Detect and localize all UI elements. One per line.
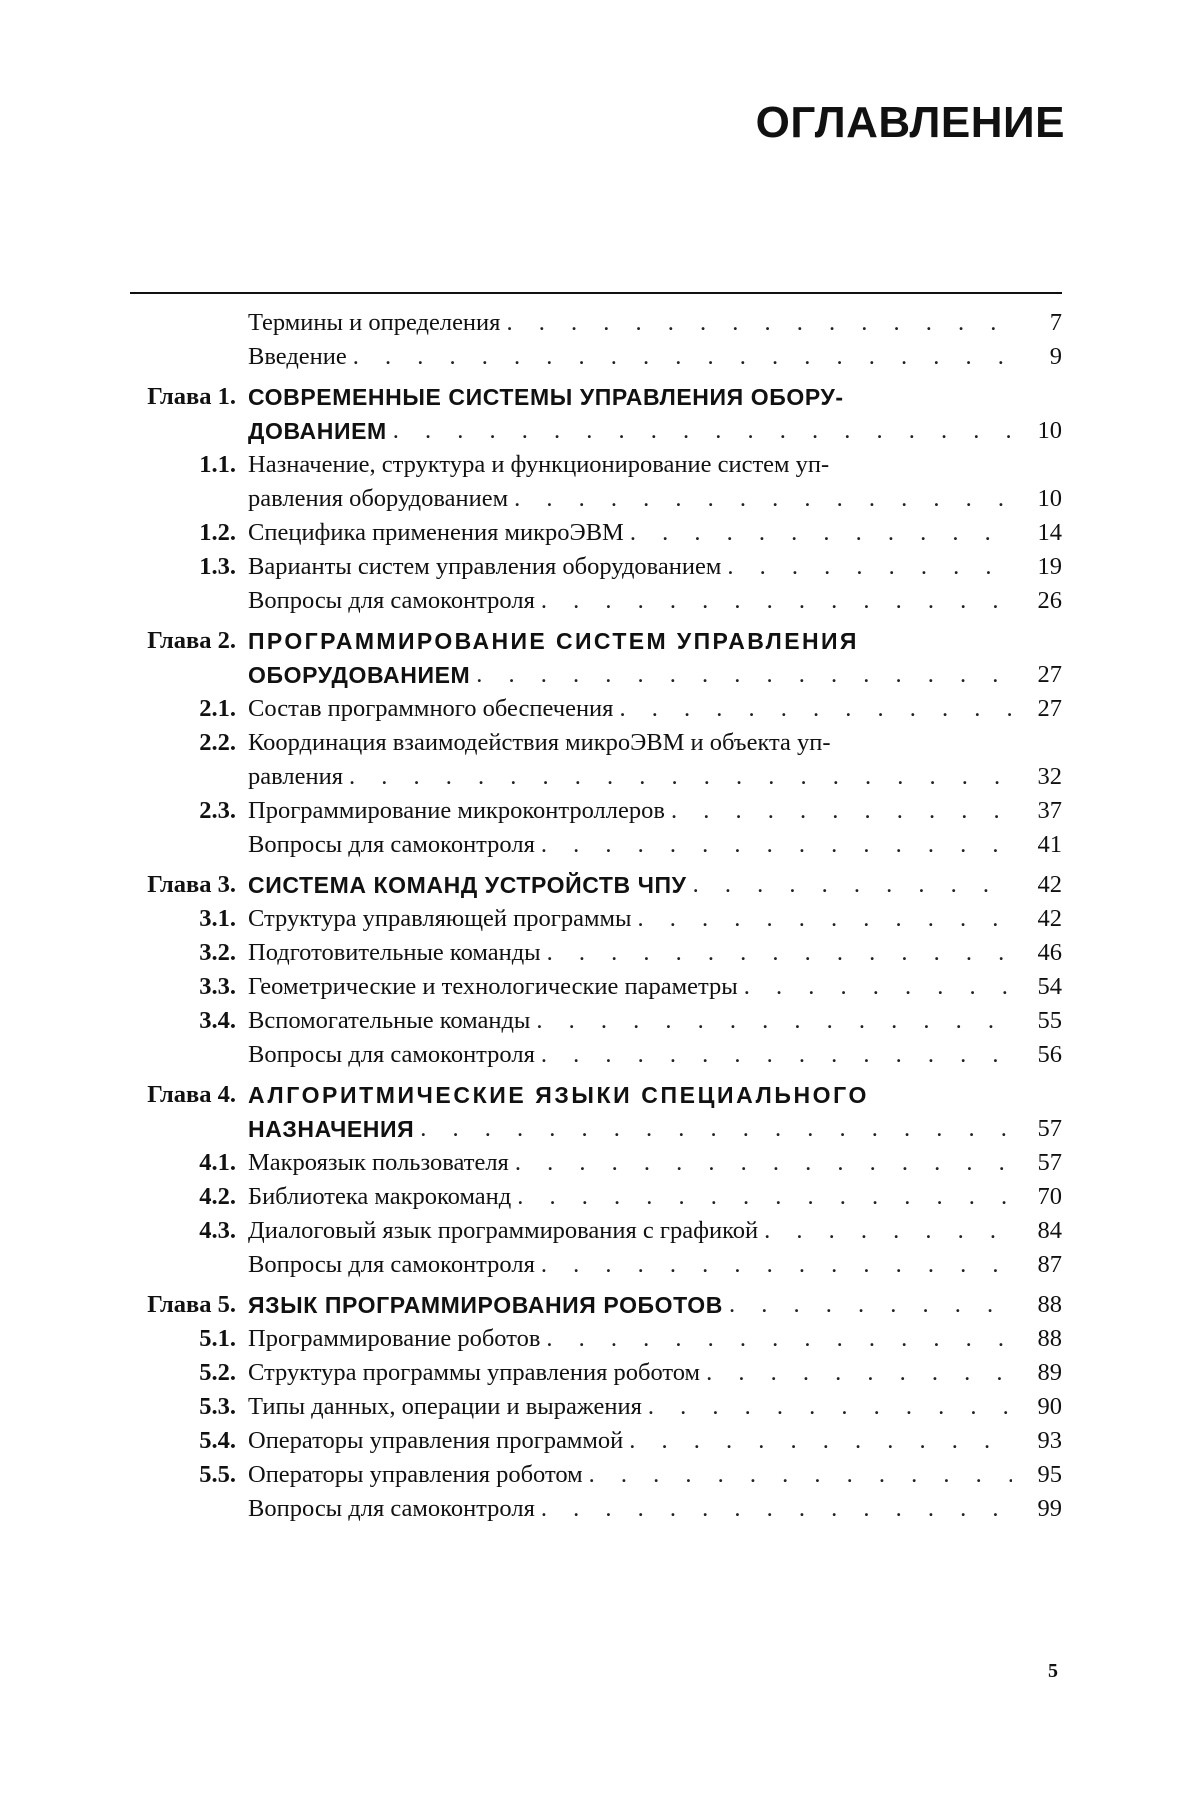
chapter-title: ЯЗЫК ПРОГРАММИРОВАНИЯ РОБОТОВ [248, 1292, 723, 1318]
leader-dots [476, 658, 1012, 692]
page-number: 46 [1037, 939, 1062, 966]
section-title: Структура управляющей программы [248, 905, 632, 932]
page-number: 57 [1037, 1149, 1062, 1176]
toc-section-1-1[interactable] [130, 448, 1062, 482]
page-number: 56 [1037, 1041, 1062, 1068]
leader-dots [517, 1180, 1012, 1214]
chapter-title-cont: ОБОРУДОВАНИЕМ [248, 662, 471, 688]
section-title: Макроязык пользователя [248, 1149, 509, 1176]
section-title: Назначение, структура и функционирование систем уп- [248, 451, 830, 478]
section-number: 3.2. [199, 939, 236, 966]
chapter-title: ПРОГРАММИРОВАНИЕ СИСТЕМ УПРАВЛЕНИЯ [248, 628, 859, 654]
leader-dots [515, 1146, 1012, 1180]
chapter-label: Глава 5. [147, 1291, 236, 1318]
page-number: 10 [1037, 485, 1062, 512]
toc-questions-5[interactable] [130, 1492, 1062, 1526]
chapter-label: Глава 2. [147, 627, 236, 654]
leader-dots [541, 584, 1012, 618]
section-title: Библиотека макрокоманд [248, 1183, 512, 1210]
toc-chapter-2-cont[interactable] [130, 658, 1062, 692]
header-rule [130, 292, 1062, 294]
toc-chapter-1-cont[interactable] [130, 414, 1062, 448]
leader-dots [648, 1390, 1012, 1424]
leader-dots [629, 1424, 1012, 1458]
section-number: 5.2. [199, 1359, 236, 1386]
leader-dots [353, 340, 1012, 374]
leader-dots [506, 306, 1012, 340]
page-number: 55 [1037, 1007, 1062, 1034]
leader-dots [393, 414, 1012, 448]
toc-section-2-2-cont[interactable] [130, 760, 1062, 794]
toc-entry-introduction[interactable] [130, 340, 1062, 374]
toc-section-5-2[interactable] [130, 1356, 1062, 1390]
toc-section-3-3[interactable] [130, 970, 1062, 1004]
page-number: 9 [1049, 343, 1062, 370]
leader-dots [671, 794, 1012, 828]
leader-dots [727, 550, 1012, 584]
table-of-contents [130, 306, 1062, 1526]
leader-dots [729, 1288, 1012, 1322]
leader-dots [349, 760, 1012, 794]
section-number: 3.4. [199, 1007, 236, 1034]
section-title: Состав программного обеспечения [248, 695, 614, 722]
section-number: 3.1. [199, 905, 236, 932]
leader-dots [637, 902, 1012, 936]
toc-section-3-2[interactable] [130, 936, 1062, 970]
chapter-label: Глава 4. [147, 1081, 236, 1108]
section-title: Подготовительные команды [248, 939, 541, 966]
page-number: 7 [1049, 309, 1062, 336]
section-number: 4.1. [199, 1149, 236, 1176]
toc-section-5-5[interactable] [130, 1458, 1062, 1492]
section-title: Геометрические и технологические параметры [248, 973, 738, 1000]
page-number: 57 [1037, 1115, 1062, 1142]
toc-section-4-3[interactable] [130, 1214, 1062, 1248]
page-number: 54 [1037, 973, 1062, 1000]
section-title: Специфика применения микроЭВМ [248, 519, 624, 546]
section-number: 2.3. [199, 797, 236, 824]
section-title: Структура программы управления роботом [248, 1359, 701, 1386]
section-number: 5.4. [199, 1427, 236, 1454]
section-number: 2.1. [199, 695, 236, 722]
leader-dots [420, 1112, 1012, 1146]
page-number: 41 [1037, 831, 1062, 858]
leader-dots [541, 828, 1012, 862]
leader-dots [744, 970, 1012, 1004]
chapter-label: Глава 3. [147, 871, 236, 898]
leader-dots [541, 1492, 1012, 1526]
toc-questions-2[interactable] [130, 828, 1062, 862]
page-folio: 5 [1048, 1660, 1058, 1682]
section-title: Операторы управления программой [248, 1427, 624, 1454]
page-number: 19 [1037, 553, 1062, 580]
page-number: 26 [1037, 587, 1062, 614]
leader-dots [546, 1322, 1012, 1356]
leader-dots [547, 936, 1012, 970]
page-number: 90 [1037, 1393, 1062, 1420]
toc-section-4-2[interactable] [130, 1180, 1062, 1214]
section-number: 1.1. [199, 451, 236, 478]
section-title: Варианты систем управления оборудованием [248, 553, 722, 580]
leader-dots [706, 1356, 1012, 1390]
toc-section-1-2[interactable] [130, 516, 1062, 550]
section-title: Типы данных, операции и выражения [248, 1393, 642, 1420]
section-title: Вопросы для самоконтроля [248, 831, 535, 858]
toc-chapter-2[interactable] [130, 624, 1062, 658]
section-title: Вопросы для самоконтроля [248, 1495, 535, 1522]
leader-dots [536, 1004, 1012, 1038]
section-title-cont: равления [248, 763, 343, 790]
page-number: 10 [1037, 417, 1062, 444]
section-number: 2.2. [199, 729, 236, 756]
page-number: 32 [1037, 763, 1062, 790]
toc-section-3-1[interactable] [130, 902, 1062, 936]
leader-dots [764, 1214, 1012, 1248]
page-number: 99 [1037, 1495, 1062, 1522]
section-title: Операторы управления роботом [248, 1461, 583, 1488]
page-number: 27 [1037, 695, 1062, 722]
page-title: ОГЛАВЛЕНИЕ [755, 98, 1065, 147]
toc-chapter-1[interactable] [130, 380, 1062, 414]
leader-dots [619, 692, 1012, 726]
toc-section-1-1-cont[interactable] [130, 482, 1062, 516]
chapter-title-cont: ДОВАНИЕМ [248, 418, 387, 444]
page-number: 42 [1037, 905, 1062, 932]
toc-section-5-3[interactable] [130, 1390, 1062, 1424]
section-number: 5.5. [199, 1461, 236, 1488]
leader-dots [541, 1038, 1012, 1072]
toc-section-2-2[interactable] [130, 726, 1062, 760]
section-title: Вспомогательные команды [248, 1007, 531, 1034]
toc-section-1-3[interactable] [130, 550, 1062, 584]
section-number: 4.2. [199, 1183, 236, 1210]
page-number: 70 [1037, 1183, 1062, 1210]
section-title: Вопросы для самоконтроля [248, 587, 535, 614]
section-title: Диалоговый язык программирования с графикой [248, 1217, 759, 1244]
toc-chapter-3[interactable] [130, 868, 1062, 902]
section-number: 4.3. [199, 1217, 236, 1244]
section-number: 1.3. [199, 553, 236, 580]
section-number: 5.3. [199, 1393, 236, 1420]
leader-dots [693, 868, 1012, 902]
page-number: 88 [1037, 1291, 1062, 1318]
toc-section-5-1[interactable] [130, 1322, 1062, 1356]
page-number: 27 [1037, 661, 1062, 688]
page-number: 37 [1037, 797, 1062, 824]
toc-section-2-1[interactable] [130, 692, 1062, 726]
toc-entry-terms[interactable] [130, 306, 1062, 340]
section-number: 5.1. [199, 1325, 236, 1352]
page-number: 93 [1037, 1427, 1062, 1454]
page-number: 14 [1037, 519, 1062, 546]
section-title: Координация взаимодействия микроЭВМ и объекта уп- [248, 729, 831, 756]
page-number: 89 [1037, 1359, 1062, 1386]
section-number: 3.3. [199, 973, 236, 1000]
toc-section-5-4[interactable] [130, 1424, 1062, 1458]
toc-questions-3[interactable] [130, 1038, 1062, 1072]
section-title: Программирование микроконтроллеров [248, 797, 665, 824]
toc-entry-text: Введение [248, 343, 347, 370]
toc-entry-text: Термины и определения [248, 309, 501, 336]
toc-section-2-3[interactable] [130, 794, 1062, 828]
toc-section-3-4[interactable] [130, 1004, 1062, 1038]
chapter-label: Глава 1. [147, 383, 236, 410]
page-number: 95 [1037, 1461, 1062, 1488]
chapter-title: СИСТЕМА КОМАНД УСТРОЙСТВ ЧПУ [248, 872, 687, 898]
page-number: 87 [1037, 1251, 1062, 1278]
section-number: 1.2. [199, 519, 236, 546]
leader-dots [630, 516, 1012, 550]
section-title: Программирование роботов [248, 1325, 541, 1352]
leader-dots [589, 1458, 1012, 1492]
section-title: Вопросы для самоконтроля [248, 1041, 535, 1068]
toc-questions-4[interactable] [130, 1248, 1062, 1282]
leader-dots [541, 1248, 1012, 1282]
page-number: 88 [1037, 1325, 1062, 1352]
toc-section-4-1[interactable] [130, 1146, 1062, 1180]
chapter-title-cont: НАЗНАЧЕНИЯ [248, 1116, 415, 1142]
toc-chapter-5[interactable] [130, 1288, 1062, 1322]
toc-chapter-4[interactable] [130, 1078, 1062, 1112]
leader-dots [514, 482, 1012, 516]
page-number: 84 [1037, 1217, 1062, 1244]
section-title-cont: равления оборудованием [248, 485, 509, 512]
chapter-title: СОВРЕМЕННЫЕ СИСТЕМЫ УПРАВЛЕНИЯ ОБОРУ- [248, 384, 844, 410]
toc-chapter-4-cont[interactable] [130, 1112, 1062, 1146]
toc-questions-1[interactable] [130, 584, 1062, 618]
section-title: Вопросы для самоконтроля [248, 1251, 535, 1278]
page-number: 42 [1037, 871, 1062, 898]
chapter-title: АЛГОРИТМИЧЕСКИЕ ЯЗЫКИ СПЕЦИАЛЬНОГО [248, 1082, 869, 1108]
